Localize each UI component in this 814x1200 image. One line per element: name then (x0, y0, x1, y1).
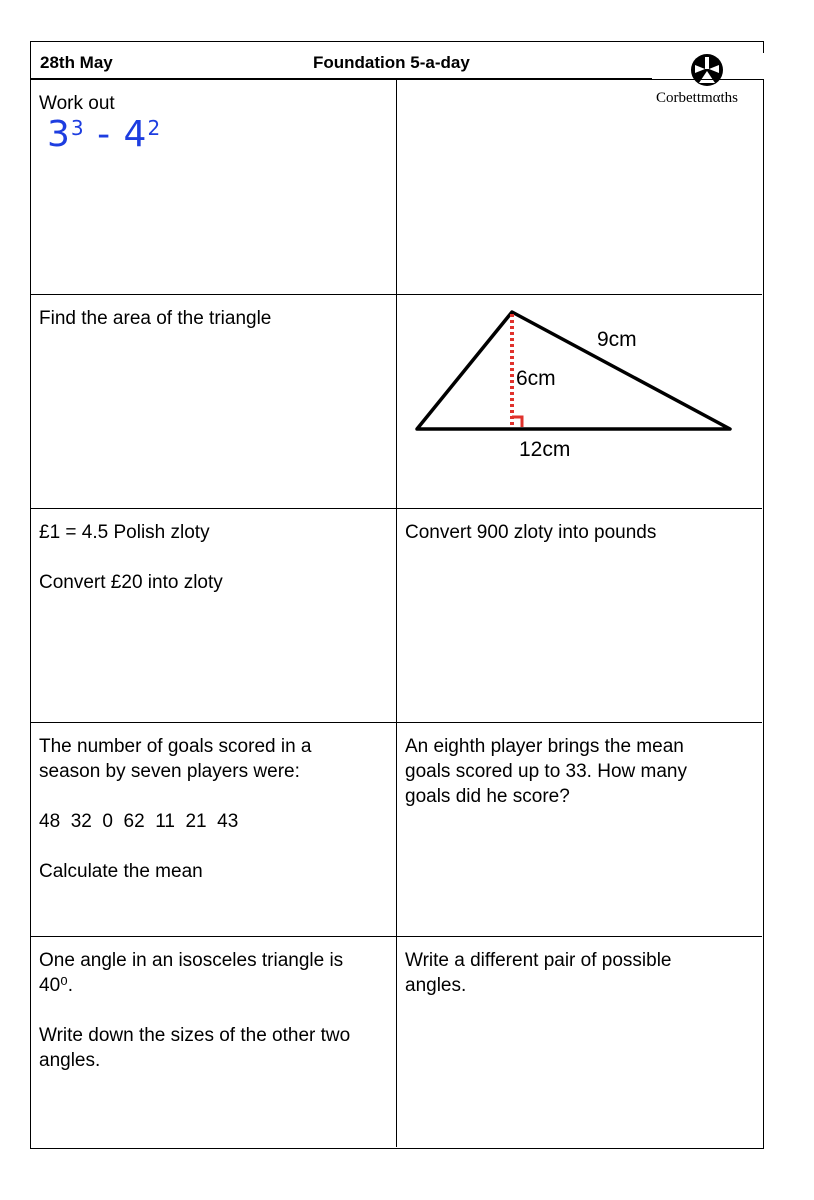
question-2-cell (31, 295, 397, 508)
question-2-diagram-cell (397, 295, 762, 508)
height-label: 6cm (516, 367, 556, 390)
question-4-right-line-2: goals scored up to 33. How many (405, 761, 687, 782)
question-1-expression (47, 114, 162, 155)
header-date: 28th May (40, 53, 113, 72)
question-5-line-1: One angle in an isosceles triangle is (39, 950, 344, 971)
question-grid (30, 79, 764, 1149)
question-3-right-prompt: Convert 900 zloty into pounds (405, 522, 657, 543)
question-5-line-2: 40⁰. (39, 975, 74, 996)
logo-text: Corbettmαths (656, 90, 739, 106)
question-5-right-cell (397, 937, 762, 1147)
question-3-prompt: Convert £20 into zloty (39, 572, 223, 593)
question-row-2 (31, 295, 762, 509)
triangle-shape (417, 312, 730, 429)
question-5-line-4: angles. (39, 1050, 101, 1071)
question-1-answer-cell (397, 80, 762, 294)
question-5-right-line-2: angles. (405, 975, 467, 996)
question-4-right-line-1: An eighth player brings the mean (405, 736, 684, 757)
base-label: 12cm (519, 438, 571, 461)
triangle-diagram (397, 295, 762, 507)
worksheet (30, 41, 764, 1149)
question-4-cell (31, 723, 397, 936)
question-5-line-3: Write down the sizes of the other two (39, 1025, 351, 1046)
question-3-cell (31, 509, 397, 722)
header-title: Foundation 5-a-day (313, 53, 470, 72)
question-5-right-line-1: Write a different pair of possible (405, 950, 672, 971)
question-5-cell (31, 937, 397, 1147)
question-4-right-line-3: goals did he score? (405, 786, 570, 807)
side-label: 9cm (597, 328, 637, 351)
question-row-3 (31, 509, 762, 723)
question-row-5 (31, 937, 762, 1147)
expr-minus: - (97, 114, 112, 155)
expr-base-1: 3 (47, 114, 71, 155)
expr-exponent-2: 2 (147, 116, 162, 140)
question-3-rate: £1 = 4.5 Polish zloty (39, 522, 210, 543)
question-2-prompt: Find the area of the triangle (39, 308, 272, 329)
question-4-line-2: season by seven players were: (39, 761, 300, 782)
question-row-1 (31, 80, 762, 295)
question-row-4 (31, 723, 762, 937)
question-4-prompt: Calculate the mean (39, 861, 203, 882)
question-4-right-cell (397, 723, 762, 936)
question-4-line-1: The number of goals scored in a (39, 736, 312, 757)
question-1-cell (31, 80, 397, 294)
expr-exponent-1: 3 (70, 116, 85, 140)
question-4-data: 48 32 0 62 11 21 43 (39, 811, 239, 832)
question-1-prompt: Work out (39, 93, 115, 114)
expr-base-2: 4 (123, 114, 148, 155)
question-3-right-cell (397, 509, 762, 722)
